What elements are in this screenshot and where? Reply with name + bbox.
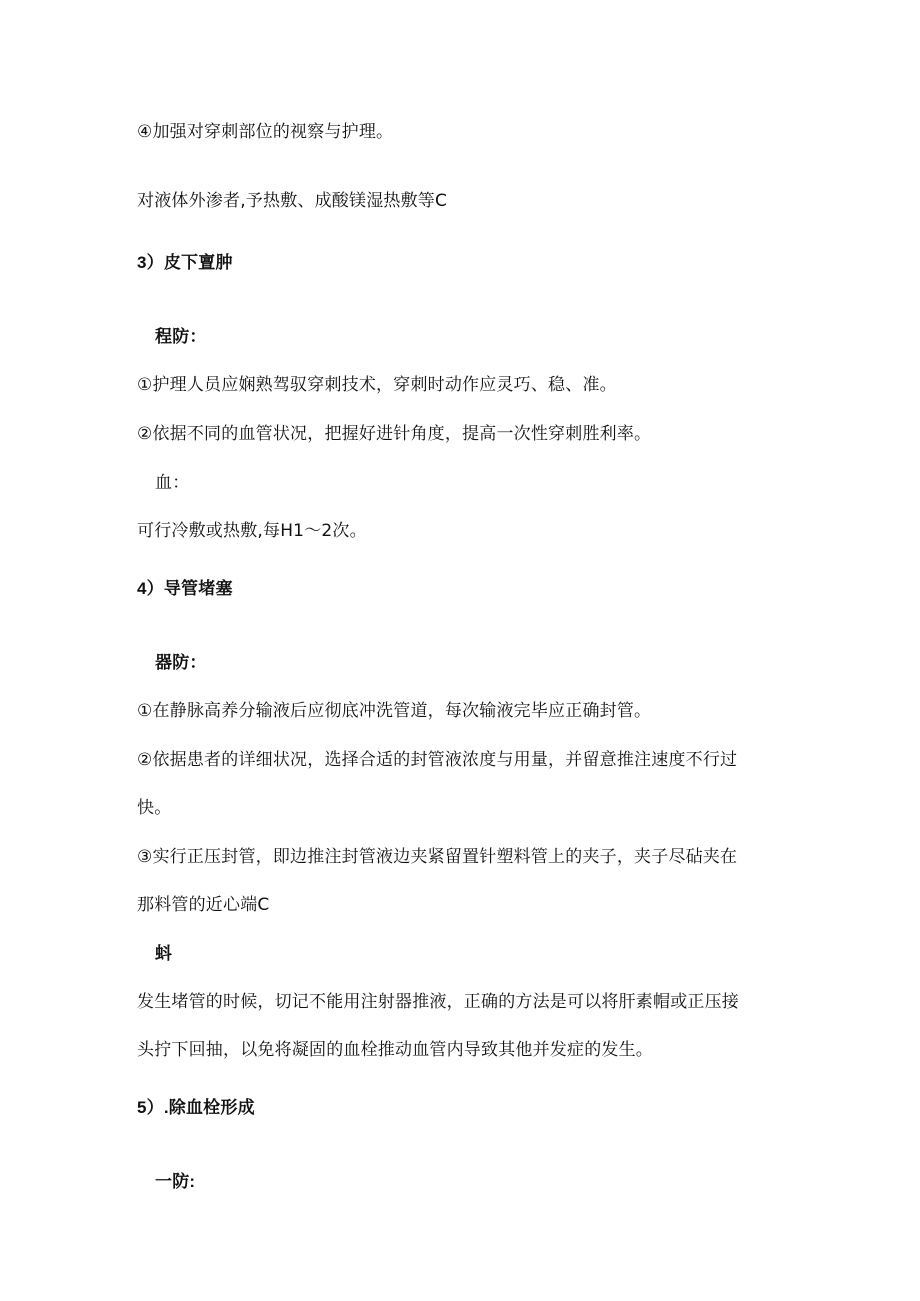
subheading-prevention-3: 一防: [155,1172,196,1191]
text-line-flush-catheter: ①在静脉高养分输液后应彻底冲洗管道，每次输液完毕应正确封管。 [137,701,652,721]
subheading-prevention: 程防： [155,327,207,346]
text-line-blockage-handling-cont: 头拧下回抽，以免将凝固的血栓推动血管内导致其他并发症的发生。 [137,1040,653,1060]
section-heading-subcutaneous-hematoma: 3）皮下亶肿 [137,253,233,272]
text-line-blockage-handling: 发生堵管的时候，切记不能用注射器推液，正确的方法是可以将肝素帽或正压接 [137,992,739,1012]
text-line-puncture-skill: ①护理人员应娴熟驾驭穿刺技术，穿刺时动作应灵巧、稳、准。 [137,375,617,395]
text-line-positive-pressure: ③实行正压封管，即边推注封管液边夹紧留置针塑料管上的夹子，夹子尽砧夹在 [137,847,738,867]
subheading-treatment: 血： [155,473,190,493]
text-line-positive-pressure-cont: 那料管的近心端C [137,895,270,915]
text-line-cold-hot-compress: 可行冷敷或热敷,每H1～2次。 [137,521,367,541]
text-line-observe-puncture-site: ④加强对穿刺部位的视察与护理。 [137,122,394,142]
section-heading-catheter-blockage: 4）导管堵塞 [137,579,233,598]
text-line-sealing-solution-cont: 快。 [137,798,172,818]
text-line-extravasation-treatment: 对液体外渗者,予热敷、成酸镁湿热敷等C [137,191,448,211]
subheading-treatment-2: 蚪 [155,944,173,963]
section-heading-thrombus: 5）.除血栓形成 [137,1098,255,1117]
subheading-prevention-2: 器防： [155,653,207,672]
text-line-needle-angle: ②依据不同的血管状况，把握好进针角度，提高一次性穿刺胜利率。 [137,424,652,444]
text-line-sealing-solution: ②依据患者的详细状况，选择合适的封管液浓度与用量，并留意推注速度不行过 [137,750,738,770]
